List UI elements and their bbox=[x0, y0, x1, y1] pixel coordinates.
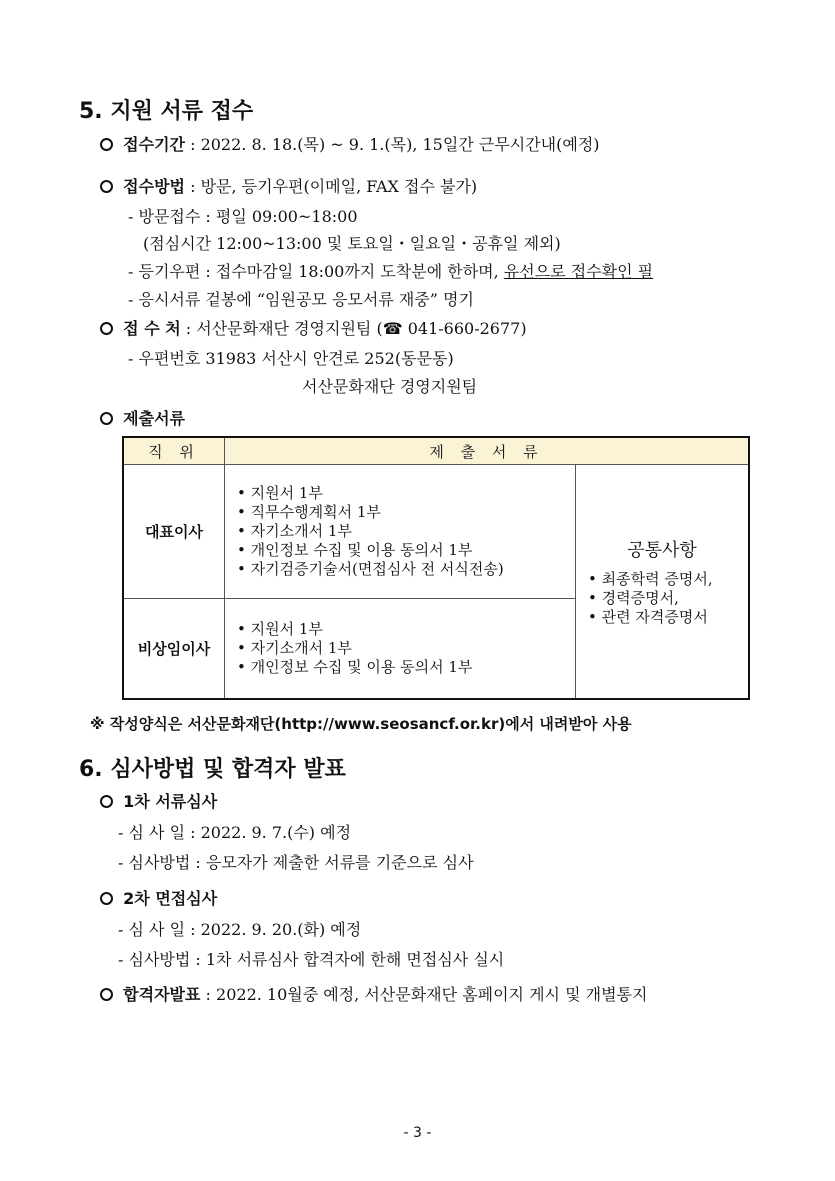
doc-item: • 최종학력 증명서, bbox=[588, 570, 748, 589]
phone-number: 041-660-2677) bbox=[402, 319, 527, 338]
visit-line: - 방문접수 : 평일 09:00~18:00 bbox=[128, 207, 358, 226]
docs-label: 제출서류 bbox=[123, 409, 185, 428]
circle-bullet-icon bbox=[100, 138, 113, 151]
period-label: 접수기간 bbox=[123, 135, 185, 154]
ceo-docs-list bbox=[225, 484, 575, 579]
round2-row bbox=[100, 886, 217, 909]
header-docs: 제 출 서 류 bbox=[225, 437, 750, 465]
doc-item: • 자기소개서 1부 bbox=[237, 639, 575, 658]
period-text: : 2022. 8. 18.(목) ~ 9. 1.(목), 15일간 근무시간내(예정) bbox=[190, 135, 600, 154]
method-label: 접수방법 bbox=[123, 177, 185, 196]
documents-table bbox=[122, 436, 750, 700]
doc-item: • 경력증명서, bbox=[588, 589, 748, 608]
postal-line: - 우편번호 31983 서산시 안견로 252(동문동) bbox=[128, 349, 454, 368]
doc-item: • 지원서 1부 bbox=[237, 620, 575, 639]
circle-bullet-icon bbox=[100, 412, 113, 425]
doc-item: • 개인정보 수집 및 이용 동의서 1부 bbox=[237, 658, 575, 677]
result-row bbox=[100, 982, 647, 1005]
doc-item: • 관련 자격증명서 bbox=[588, 608, 748, 627]
director-docs-list bbox=[225, 620, 575, 677]
common-title: 공통사항 bbox=[627, 539, 697, 561]
doc-item: • 자기검증기술서(면접심사 전 서식전송) bbox=[237, 560, 575, 579]
header-role: 직 위 bbox=[123, 437, 225, 465]
round1-date: - 심 사 일 : 2022. 9. 7.(수) 예정 bbox=[118, 823, 352, 842]
doc-item: • 직무수행계획서 1부 bbox=[237, 503, 575, 522]
director-docs-cell bbox=[225, 599, 576, 699]
round1-method: - 심사방법 : 응모자가 제출한 서류를 기준으로 심사 bbox=[118, 853, 474, 872]
circle-bullet-icon bbox=[100, 795, 113, 808]
doc-item: • 지원서 1부 bbox=[237, 484, 575, 503]
mail-confirm-text: 유선으로 접수확인 필 bbox=[503, 262, 654, 281]
section-5-title: 5. 지원 서류 접수 bbox=[79, 99, 254, 124]
page-number: - 3 - bbox=[403, 1125, 432, 1141]
phone-icon: ☎ bbox=[382, 319, 403, 338]
circle-bullet-icon bbox=[100, 322, 113, 335]
place-label: 접 수 처 bbox=[123, 319, 181, 338]
circle-bullet-icon bbox=[100, 988, 113, 1001]
role-director: 비상임이사 bbox=[123, 599, 225, 699]
round2-label: 2차 면접심사 bbox=[123, 889, 218, 908]
place-row bbox=[100, 316, 527, 339]
common-docs-list bbox=[588, 570, 748, 627]
role-ceo: 대표이사 bbox=[123, 465, 225, 599]
method-text: : 방문, 등기우편(이메일, FAX 접수 불가) bbox=[190, 177, 478, 196]
section-6-title: 6. 심사방법 및 합격자 발표 bbox=[79, 757, 346, 782]
postal-line-2: 서산문화재단 경영지원팀 bbox=[302, 377, 478, 396]
ceo-docs-cell bbox=[225, 465, 576, 599]
doc-item: • 자기소개서 1부 bbox=[237, 522, 575, 541]
result-label: 합격자발표 bbox=[123, 985, 201, 1004]
circle-bullet-icon bbox=[100, 180, 113, 193]
result-text: : 2022. 10월중 예정, 서산문화재단 홈페이지 게시 및 개별통지 bbox=[205, 985, 648, 1004]
circle-bullet-icon bbox=[100, 892, 113, 905]
visit-note: (점심시간 12:00~13:00 및 토요일・일요일・공휴일 제외) bbox=[143, 234, 561, 253]
common-docs-cell bbox=[576, 465, 750, 699]
round1-label: 1차 서류심사 bbox=[123, 792, 218, 811]
period-row bbox=[100, 132, 600, 155]
round1-row bbox=[100, 789, 217, 812]
mail-line bbox=[128, 259, 653, 282]
mail-text: - 등기우편 : 접수마감일 18:00까지 도착분에 한하며, bbox=[128, 262, 504, 281]
place-text: : 서산문화재단 경영지원팀 ( bbox=[185, 319, 383, 338]
round2-date: - 심 사 일 : 2022. 9. 20.(화) 예정 bbox=[118, 920, 362, 939]
method-row bbox=[100, 174, 477, 197]
docs-row bbox=[100, 406, 185, 429]
doc-item: • 개인정보 수집 및 이용 동의서 1부 bbox=[237, 541, 575, 560]
envelope-line: - 응시서류 겉봉에 “임원공모 응모서류 재중” 명기 bbox=[128, 290, 474, 309]
template-note: ※ 작성양식은 서산문화재단(http://www.seosancf.or.kr)에서 내려받아 사용 bbox=[90, 715, 632, 733]
round2-method: - 심사방법 : 1차 서류심사 합격자에 한해 면접심사 실시 bbox=[118, 950, 505, 969]
